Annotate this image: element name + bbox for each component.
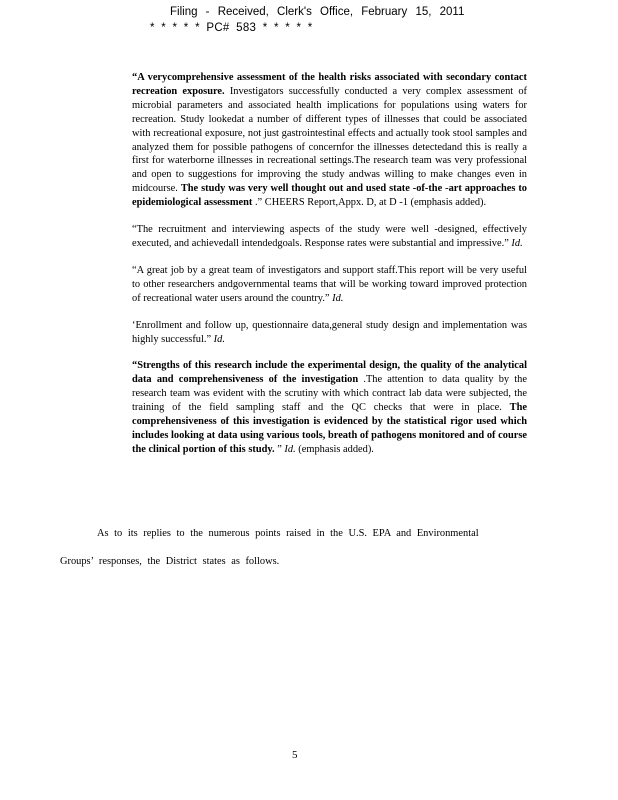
citation: Id. <box>332 292 344 304</box>
bullet-item <box>117 71 527 210</box>
bullet-text: “Strengths of this research include the experimental design, the quality of the analytical data and comprehensiveness of the investigation .The attention to data quality by the research team was evident with the scrutiny with which contract lab data were subjected, the training of the field sampling staff and the QC checks that were in place. The comprehensiveness of this investigation is evidenced by the statistical rigor used which includes looking at data using various tools, breath of pathogens monitored and of course the clinical portion of this study. ” Id. (emphasis added). <box>132 360 527 455</box>
citation: Id. <box>511 237 523 249</box>
body-paragraph-line-1: As to its replies to the numerous points raised in the U.S. EPA and Environmental <box>97 528 479 539</box>
bullet-text: ‘Enrollment and follow up, questionnaire data,general study design and implementation was highly successful.” Id. <box>132 319 527 345</box>
page-number: 5 <box>292 749 298 761</box>
bullet-text: “The recruitment and interviewing aspects of the study were well -designed, effectively executed, and achievedall intendedgoals. Response rates were substantial and impressive.” Id. <box>132 224 527 249</box>
quote-bullet-list <box>117 71 527 470</box>
citation: Id. <box>213 333 225 345</box>
bullet-item <box>117 359 527 456</box>
bullet-text: “A verycomprehensive assessment of the health risks associated with secondary contact recreation exposure. Investigators successfully conducted a very complex assessment of microbial parameters and associated health implications for populations using waters for recreation. Study lookedat a number of different types of illnesses that could be associated with recreational exposure, not just gastrointestinal effects and actually took stool samples and analyzed them for possible pathogens of concernfor the illnesses detectedand this is really a first for waterborne illnesses in recreational settings.The research team was very professional and open to suggestions for improving the study andwas willing to make changes even in midcourse. The study was very well thought out and used state -of-the -art approaches to epidemiological assessment .” CHEERS Report,Appx. D, at D -1 (emphasis added). <box>132 72 527 209</box>
bullet-item <box>117 264 527 306</box>
body-paragraph-line-2: Groups’ responses, the District states as follows. <box>60 556 280 567</box>
bullet-item <box>117 319 527 347</box>
filing-stamp-line: Filing - Received, Clerk's Office, February 15, 2011 <box>170 6 465 18</box>
citation: Id. <box>284 443 296 455</box>
bullet-text: “A great job by a great team of investigators and support staff.This report will be very useful to other researchers andgovernmental teams that will be working toward improved protection of recreational water users around the country.” Id. <box>132 264 527 304</box>
bullet-item <box>117 223 527 251</box>
pc-number-line: * * * * * PC# 583 * * * * * <box>150 22 313 34</box>
